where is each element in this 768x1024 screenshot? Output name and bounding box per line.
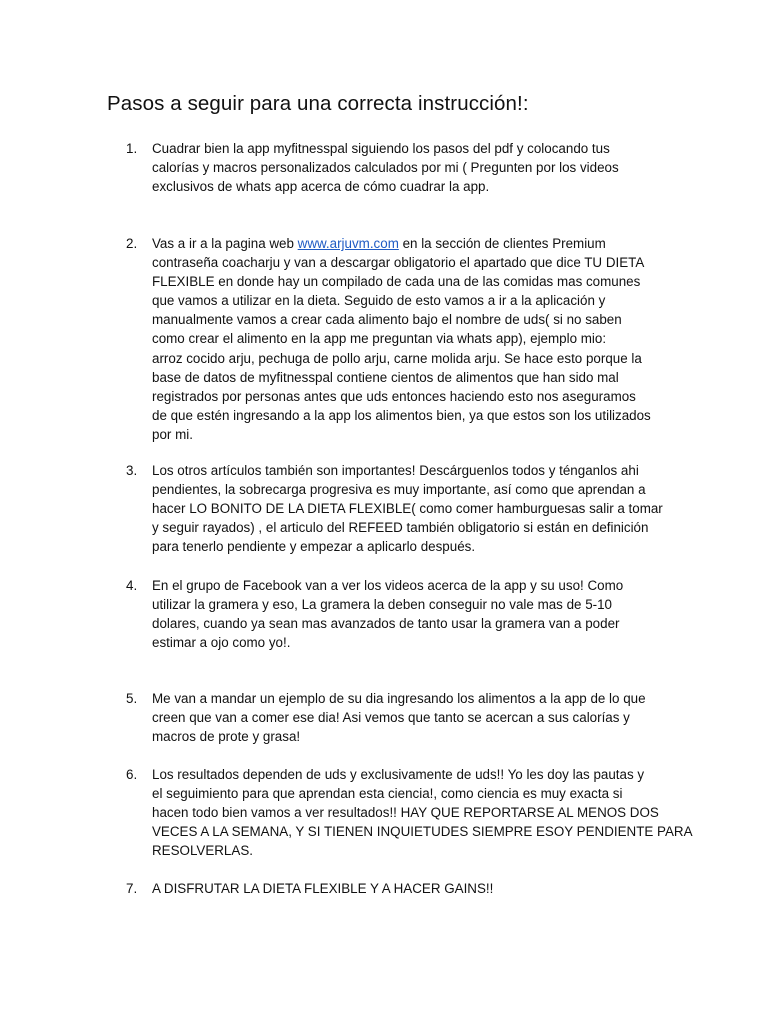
- step-line: Los otros artículos también son importantes! Descárguenlos todos y ténganlos ahi: [152, 463, 639, 478]
- step-number: 3.: [126, 463, 138, 478]
- step-text: [152, 139, 672, 196]
- step-line: VECES A LA SEMANA, Y SI TIENEN INQUIETUDES SIEMPRE ESOY PENDIENTE PARA: [152, 824, 693, 840]
- website-link[interactable]: www.arjuvm.com: [297, 236, 399, 251]
- step-line: por mi.: [152, 426, 193, 442]
- step-number: 1.: [126, 141, 138, 156]
- step-text: [152, 461, 672, 556]
- step-line-part: Vas a ir a la pagina web: [152, 236, 298, 251]
- step-line: calorías y macros personalizados calculados por mi ( Pregunten por los videos: [152, 160, 619, 176]
- step-text: [152, 576, 672, 652]
- step-line: macros de prote y grasa!: [152, 729, 301, 745]
- step-line: para tenerlo pendiente y empezar a aplicarlo después.: [152, 539, 476, 555]
- step-line: contraseña coacharju y van a descargar obligatorio el apartado que dice TU DIETA: [152, 255, 645, 271]
- step-line: A DISFRUTAR LA DIETA FLEXIBLE Y A HACER GAINS!!: [152, 881, 494, 896]
- step-line: de que estén ingresando a la app los alimentos bien, ya que estos son los utilizados: [152, 407, 651, 423]
- step-line-with-link: [152, 234, 672, 253]
- step-line: dolares, cuando ya sean mas avanzados de tanto usar la gramera van a poder: [152, 616, 620, 632]
- step-line: hacen todo bien vamos a ver resultados!! HAY QUE REPORTARSE AL MENOS DOS: [152, 805, 659, 821]
- step-line: base de datos de myfitnesspal contiene cientos de alimentos que han sido mal: [152, 369, 619, 385]
- step-text: [152, 234, 672, 444]
- step-line: registrados por personas antes que uds entonces haciendo esto nos aseguramos: [152, 388, 636, 404]
- page-title: Pasos a seguir para una correcta instrucción!:: [107, 92, 529, 115]
- step-line: el seguimiento para que aprendan esta ciencia!, como ciencia es muy exacta si: [152, 786, 623, 802]
- step-line: que vamos a utilizar en la dieta. Seguido de esto vamos a ir a la aplicación y: [152, 293, 606, 309]
- step-line: exclusivos de whats app acerca de cómo cuadrar la app.: [152, 179, 490, 195]
- step-line: Me van a mandar un ejemplo de su dia ingresando los alimentos a la app de lo que: [152, 691, 646, 706]
- step-line: hacer LO BONITO DE LA DIETA FLEXIBLE( como comer hamburguesas salir a tomar: [152, 501, 663, 517]
- step-line: RESOLVERLAS.: [152, 843, 253, 859]
- step-line: arroz cocido arju, pechuga de pollo arju, carne molida arju. Se hace esto porque la: [152, 350, 642, 366]
- step-line-part: en la sección de clientes Premium: [398, 236, 606, 251]
- step-line: FLEXIBLE en donde hay un compilado de cada una de las comidas mas comunes: [152, 274, 641, 290]
- step-line: y seguir rayados) , el articulo del REFEED también obligatorio si están en definición: [152, 520, 649, 536]
- step-text: [152, 689, 672, 746]
- step-number: 4.: [126, 578, 138, 593]
- step-text: [152, 879, 672, 898]
- step-number: 5.: [126, 691, 138, 706]
- step-number: 7.: [126, 881, 138, 896]
- step-text: [152, 765, 693, 860]
- step-number: 6.: [126, 767, 138, 782]
- step-line: Cuadrar bien la app myfitnesspal siguiendo los pasos del pdf y colocando tus: [152, 141, 610, 156]
- step-line: creen que van a comer ese dia! Asi vemos que tanto se acercan a sus calorías y: [152, 710, 630, 726]
- step-line: manualmente vamos a crear cada alimento bajo el nombre de uds( si no saben: [152, 312, 622, 328]
- step-line: como crear el alimento en la app me preguntan via whats app), ejemplo mio:: [152, 331, 607, 347]
- step-number: 2.: [126, 236, 138, 251]
- step-line: utilizar la gramera y eso, La gramera la deben conseguir no vale mas de 5-10: [152, 597, 612, 613]
- step-line: estimar a ojo como yo!.: [152, 635, 291, 651]
- step-line: Los resultados dependen de uds y exclusivamente de uds!! Yo les doy las pautas y: [152, 767, 645, 782]
- step-line: pendientes, la sobrecarga progresiva es muy importante, así como que aprendan a: [152, 482, 646, 498]
- step-line: En el grupo de Facebook van a ver los videos acerca de la app y su uso! Como: [152, 578, 624, 593]
